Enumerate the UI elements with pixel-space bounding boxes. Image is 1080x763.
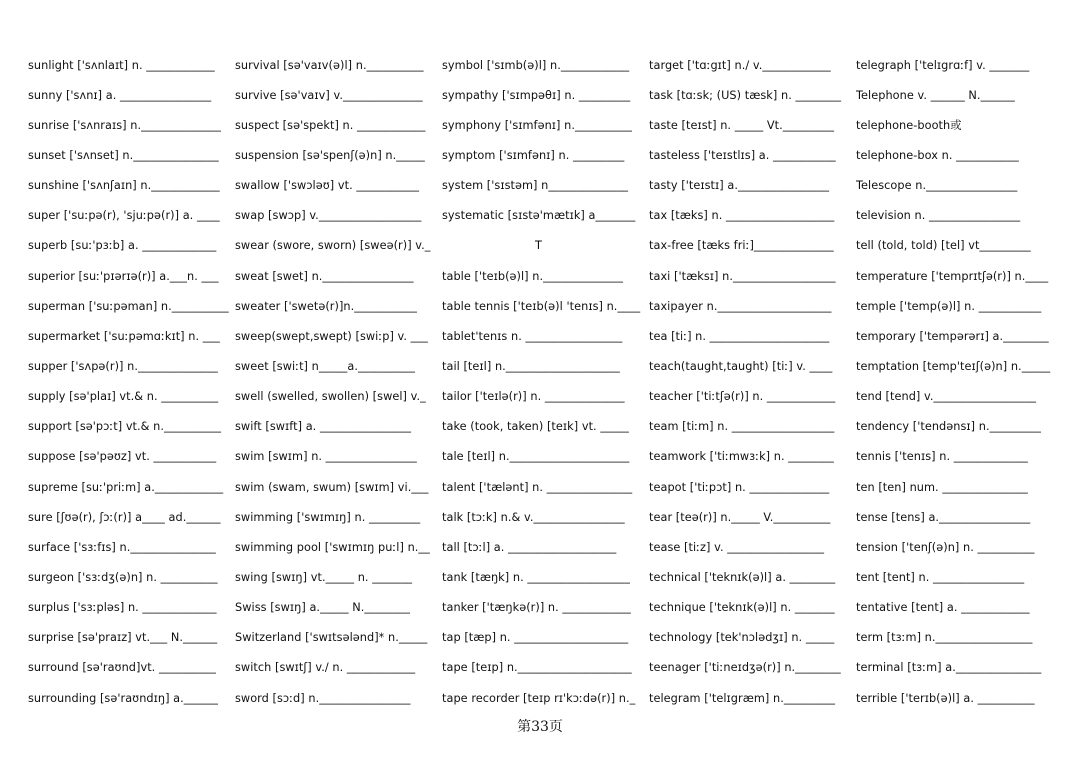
vocab-entry: symbol ['sɪmb(ə)l] n.____________ xyxy=(442,58,630,72)
vocab-entry: television n. ________________ xyxy=(856,209,1021,223)
vocab-entry: tennis ['tenɪs] n. _____________ xyxy=(856,450,1028,464)
vocab-entry: teapot ['tiːpɔt] n. ______________ xyxy=(649,480,830,494)
vocab-entry: support [sə'pɔːt] vt.& n.__________ xyxy=(28,420,222,434)
vocab-entry: tasty ['teɪstɪ] a.________________ xyxy=(649,179,830,193)
vocab-entry: suspect [sə'spekt] n. ____________ xyxy=(235,118,426,132)
vocab-entry: sunlight ['sʌnlaɪt] n. ____________ xyxy=(28,58,215,72)
vocab-entry: sweep(swept,swept) [swiːp] v. ___ xyxy=(235,329,428,343)
vocab-entry: team [tiːm] n. __________________ xyxy=(649,420,835,434)
vocab-entry: sunny ['sʌnɪ] a. ________________ xyxy=(28,88,212,102)
vocab-entry: Telescope n.________________ xyxy=(856,179,1018,193)
vocab-entry: tablet'tenɪs n. _________________ xyxy=(442,329,623,343)
section-letter-heading: T xyxy=(535,239,542,253)
vocab-entry: symphony ['sɪmfənɪ] n.__________ xyxy=(442,118,632,132)
vocab-entry: switch [swɪtʃ] v./ n. ____________ xyxy=(235,661,416,675)
vocab-entry: tent [tent] n. ________________ xyxy=(856,570,1025,584)
vocab-entry: swear (swore, sworn) [sweə(r)] v._ xyxy=(235,239,431,253)
vocab-entry: tale [teɪl] n._____________________ xyxy=(442,450,630,464)
vocab-entry: supermarket ['suːpəmɑːkɪt] n. ___ xyxy=(28,329,220,343)
vocab-entry: tail [teɪl] n.____________________ xyxy=(442,359,620,373)
vocab-entry: telephone-box n. ___________ xyxy=(856,148,1019,162)
vocab-entry: tasteless ['teɪstlɪs] a. ___________ xyxy=(649,148,836,162)
vocab-entry: temptation [temp'teɪʃ(ə)n] n._____ xyxy=(856,359,1051,373)
vocab-entry: Switzerland ['swɪtsələnd]* n._____ xyxy=(235,631,428,645)
vocab-entry: tentative [tent] a. ____________ xyxy=(856,601,1030,615)
vocab-entry: supper ['sʌpə(r)] n.______________ xyxy=(28,359,218,373)
vocab-entry: tense [tens] a.________________ xyxy=(856,510,1031,524)
vocab-entry: tear [teə(r)] n._____ V.__________ xyxy=(649,510,831,524)
vocab-entry: terminal [tɜːm] a._______________ xyxy=(856,661,1042,675)
vocab-entry: swap [swɔp] v.__________________ xyxy=(235,209,422,223)
vocab-entry: tape [teɪp] n.____________________ xyxy=(442,661,632,675)
vocab-entry: table ['teɪb(ə)l] n.______________ xyxy=(442,269,623,283)
vocab-entry: swell (swelled, swollen) [swel] v._ xyxy=(235,390,426,404)
vocab-entry: target ['tɑːgɪt] n./ v.____________ xyxy=(649,58,831,72)
vocabulary-sheet xyxy=(28,50,1060,714)
vocab-entry: talent ['tælənt] n. _______________ xyxy=(442,480,633,494)
vocab-entry: superman ['suːpəman] n.__________ xyxy=(28,299,229,313)
vocab-entry: term [tɜːm] n._________________ xyxy=(856,631,1033,645)
vocab-entry: talk [tɔːk] n.& v.________________ xyxy=(442,510,625,524)
vocab-entry: tap [tæp] n. ____________________ xyxy=(442,631,629,645)
vocab-entry: survival [sə'vaɪv(ə)l] n.__________ xyxy=(235,58,424,72)
vocab-entry: temple ['temp(ə)l] n. ___________ xyxy=(856,299,1042,313)
vocab-entry: surrounding [sə'raʊndɪŋ] a.______ xyxy=(28,691,218,705)
vocab-entry: superior [suː'pɪərɪə(r)] a.___n. ___ xyxy=(28,269,219,283)
vocab-entry: swift [swɪft] a. ________________ xyxy=(235,420,412,434)
vocab-entry: telegraph ['telɪgrɑːf] v. _______ xyxy=(856,58,1030,72)
vocab-entry: swallow ['swɔləʊ] vt. ___________ xyxy=(235,179,420,193)
vocab-entry: taxi ['tæksɪ] n.__________________ xyxy=(649,269,836,283)
vocab-entry: sunrise ['sʌnraɪs] n.______________ xyxy=(28,118,221,132)
vocab-entry: take (took, taken) [teɪk] vt. _____ xyxy=(442,420,629,434)
vocab-entry: tend [tend] v.__________________ xyxy=(856,390,1037,404)
vocab-entry: sunset ['sʌnset] n._______________ xyxy=(28,148,219,162)
vocab-entry: tall [tɔːl] a. ___________________ xyxy=(442,540,617,554)
vocab-entry: super ['suːpə(r), 'sjuːpə(r)] a. ____ xyxy=(28,209,220,223)
vocab-entry: tax-free [tæks friː]______________ xyxy=(649,239,834,253)
vocab-entry: tailor ['teɪlə(r)] n. ______________ xyxy=(442,390,625,404)
vocab-entry: suspension [sə'spenʃ(ə)n] n._____ xyxy=(235,148,425,162)
vocab-entry: sword [sɔːd] n.________________ xyxy=(235,691,411,705)
vocab-entry: tendency ['tendənsɪ] n._________ xyxy=(856,420,1041,434)
page-number: 第33页 xyxy=(517,719,563,735)
vocab-entry: table tennis ['teɪb(ə)l 'tenɪs] n.____ xyxy=(442,299,641,313)
vocab-entry: tension ['tenʃ(ə)n] n. __________ xyxy=(856,540,1035,554)
vocab-entry: supreme [suː'priːm] a.____________ xyxy=(28,480,224,494)
vocab-entry: survive [sə'vaɪv] v.______________ xyxy=(235,88,423,102)
vocab-entry: system ['sɪstəm] n______________ xyxy=(442,179,629,193)
vocab-entry: taste [teɪst] n. _____ Vt._________ xyxy=(649,118,835,132)
vocab-entry: technology [tek'nɔlədʒɪ] n. _____ xyxy=(649,631,835,645)
vocab-entry: superb [suː'pɜːb] a. _____________ xyxy=(28,239,217,253)
vocab-entry: suppose [sə'pəʊz] vt. ___________ xyxy=(28,450,217,464)
vocab-entry: teamwork ['tiːmwɜːk] n. ________ xyxy=(649,450,834,464)
vocab-entry: sweat [swet] n.________________ xyxy=(235,269,414,283)
vocab-entry: temporary ['tempərərɪ] a.________ xyxy=(856,329,1049,343)
vocab-entry: terrible ['terɪb(ə)l] a. __________ xyxy=(856,691,1035,705)
vocab-entry: swing [swɪŋ] vt._____ n. _______ xyxy=(235,570,413,584)
vocab-entry: taxipayer n.____________________ xyxy=(649,299,832,313)
vocab-entry: sure [ʃʊə(r), ʃɔː(r)] a____ ad.______ xyxy=(28,510,221,524)
vocab-entry: surface ['sɜːfɪs] n._______________ xyxy=(28,540,216,554)
vocab-entry: teenager ['tiːneɪdʒə(r)] n.________ xyxy=(649,661,841,675)
vocab-entry: surprise [sə'praɪz] vt.___ N.______ xyxy=(28,631,218,645)
vocab-entry: tell (told, told) [tel] vt_________ xyxy=(856,239,1031,253)
vocab-entry: swimming ['swɪmɪŋ] n. _________ xyxy=(235,510,421,524)
vocab-entry: Telephone v. ______ N.______ xyxy=(856,88,1015,102)
vocab-entry: tape recorder [teɪp rɪ'kɔːdə(r)] n._ xyxy=(442,691,636,705)
vocab-entry: sweet [swiːt] n_____a.__________ xyxy=(235,359,415,373)
vocab-entry: supply [sə'plaɪ] vt.& n. __________ xyxy=(28,390,219,404)
vocab-entry: sympathy ['sɪmpəθɪ] n. _________ xyxy=(442,88,631,102)
vocab-entry: tanker ['tæŋkə(r)] n. ____________ xyxy=(442,601,631,615)
vocab-entry: sunshine ['sʌnʃaɪn] n.____________ xyxy=(28,179,220,193)
vocab-entry: swim (swam, swum) [swɪm] vi.___ xyxy=(235,480,429,494)
vocab-entry: telegram ['telɪgræm] n._________ xyxy=(649,691,836,705)
vocab-entry: sweater ['swetə(r)]n.___________ xyxy=(235,299,417,313)
vocab-entry: teacher ['tiːtʃə(r)] n. ____________ xyxy=(649,390,836,404)
vocab-entry: swim [swɪm] n. ________________ xyxy=(235,450,417,464)
vocab-entry: tax [tæks] n. ___________________ xyxy=(649,209,835,223)
vocab-entry: technique ['teknɪk(ə)l] n. _______ xyxy=(649,601,835,615)
vocab-entry: tease [tiːz] v. _________________ xyxy=(649,540,825,554)
vocab-entry: tea [tiː] n. _____________________ xyxy=(649,329,830,343)
vocab-entry: task [tɑːsk; (US) tæsk] n. ________ xyxy=(649,88,842,102)
vocab-entry: technical ['teknɪk(ə)l] a. ________ xyxy=(649,570,836,584)
vocab-entry: symptom ['sɪmfənɪ] n. _________ xyxy=(442,148,625,162)
vocab-entry: swimming pool ['swɪmɪŋ puːl] n.__ xyxy=(235,540,430,554)
vocab-entry: temperature ['temprɪtʃə(r)] n.____ xyxy=(856,269,1049,283)
vocab-entry: surround [sə'raʊnd]vt. __________ xyxy=(28,661,216,675)
vocab-entry: telephone-booth或 xyxy=(856,119,962,133)
vocab-entry: teach(taught,taught) [tiː] v. ____ xyxy=(649,359,833,373)
vocab-entry: Swiss [swɪŋ] a._____ N.________ xyxy=(235,601,410,615)
vocab-entry: surgeon ['sɜːdʒ(ə)n] n. __________ xyxy=(28,570,218,584)
vocab-entry: tank [tæŋk] n. __________________ xyxy=(442,570,630,584)
vocab-entry: ten [ten] num. _______________ xyxy=(856,480,1028,494)
vocab-entry: surplus ['sɜːpləs] n. _____________ xyxy=(28,601,217,615)
vocab-entry: systematic [sɪstə'mætɪk] a_______ xyxy=(442,209,636,223)
